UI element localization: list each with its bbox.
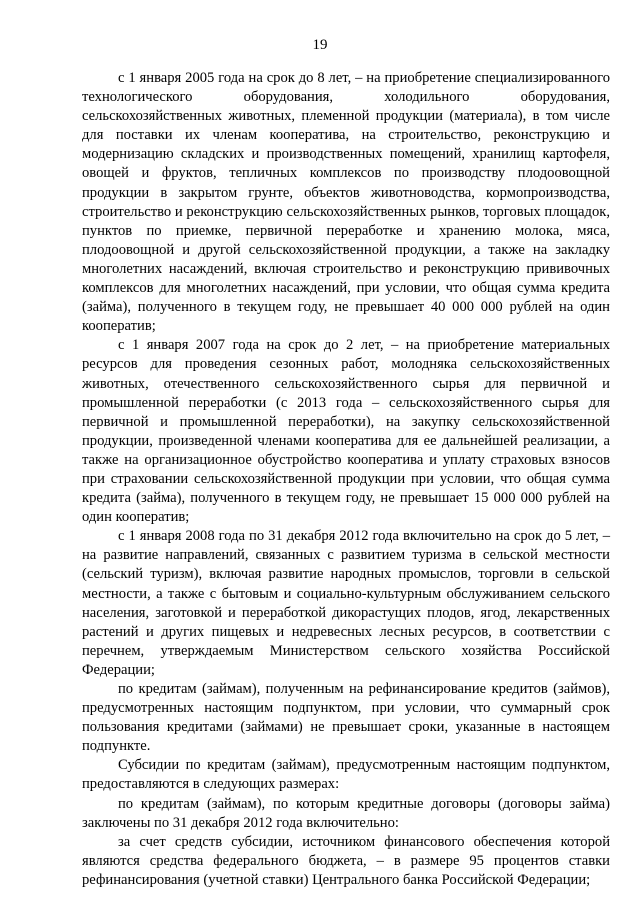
paragraph-federal-budget-subsidy: за счет средств субсидии, источником финансового обеспечения которой являются средства федерального бюджета, – в размере 95 процентов ставки рефинансирования (учетной ставки) Центрального банка Российской Федерации; — [82, 833, 610, 888]
paragraph-subsidy-amounts: Субсидии по кредитам (займам), предусмотренным настоящим подпунктом, предоставляются в следующих размерах: — [82, 757, 610, 793]
page-number: 19 — [312, 37, 328, 53]
paragraph-2007-seasonal-loans: с 1 января 2007 года на срок до 2 лет, – на приобретение материальных ресурсов для проведения сезонных работ, молодняка сельскохозяйственных животных, отечественного сельскохозяйственного сырья для первичной и промышленной переработки (с 2013 года – сельскохозяйственного сырья для первичной и промышленной переработки), на закупку сельскохозяйственной продукции, произведенной членами кооператива для ее дальнейшей реализации, а также на организационное обустройство кооператива и уплату страховых взносов при страховании сельскохозяйственной продукции при условии, что общая сумма кредита (займа), полученного в текущем году, не превышает 15 000 000 рублей на один кооператив; — [82, 337, 610, 526]
paragraph-refinancing-loans: по кредитам (займам), полученным на рефинансирование кредитов (займов), предусмотренных настоящим подпунктом, при условии, что суммарный срок пользования кредитами (займами) не превышает сроки, указанные в настоящем подпункте. — [82, 681, 610, 755]
paragraph-2008-rural-tourism-loans: с 1 января 2008 года по 31 декабря 2012 года включительно на срок до 5 лет, – на развитие направлений, связанных с развитием туризма в сельской местности (сельский туризм), включая развитие народных промыслов, торговли в сельской местности, а также с бытовым и социально-культурным обслуживанием сельского населения, заготовкой и переработкой дикорастущих плодов, ягод, лекарственных растений и других пищевых и недревесных лесных ресурсов, в соответствии с перечнем, утверждаемым Министерством сельского хозяйства Российской Федерации; — [82, 528, 610, 678]
document-body — [82, 69, 610, 890]
paragraph-contracts-until-2012: по кредитам (займам), по которым кредитные договоры (договоры займа) заключены по 31 декабря 2012 года включительно: — [82, 795, 610, 831]
paragraph-2005-equipment-loans: с 1 января 2005 года на срок до 8 лет, – на приобретение специализированного технологического оборудования, холодильного оборудования, сельскохозяйственных животных, племенной продукции (материала), в том числе для поставки их членам кооператива, на строительство, реконструкцию и модернизацию складских и производственных помещений, хранилищ картофеля, овощей и фруктов, тепличных комплексов по производству плодоовощной продукции в закрытом грунте, объектов животноводства, кормопроизводства, строительство и реконструкцию сельскохозяйственных рынков, торговых площадок, пунктов по приемке, первичной переработке и хранению молока, мяса, плодоовощной и другой сельскохозяйственной продукции, а также на закладку многолетних насаждений, включая строительство и реконструкцию прививочных комплексов для многолетних насаждений, при условии, что общая сумма кредита (займа), полученного в текущем году, не превышает 40 000 000 рублей на один кооператив; — [82, 70, 610, 335]
